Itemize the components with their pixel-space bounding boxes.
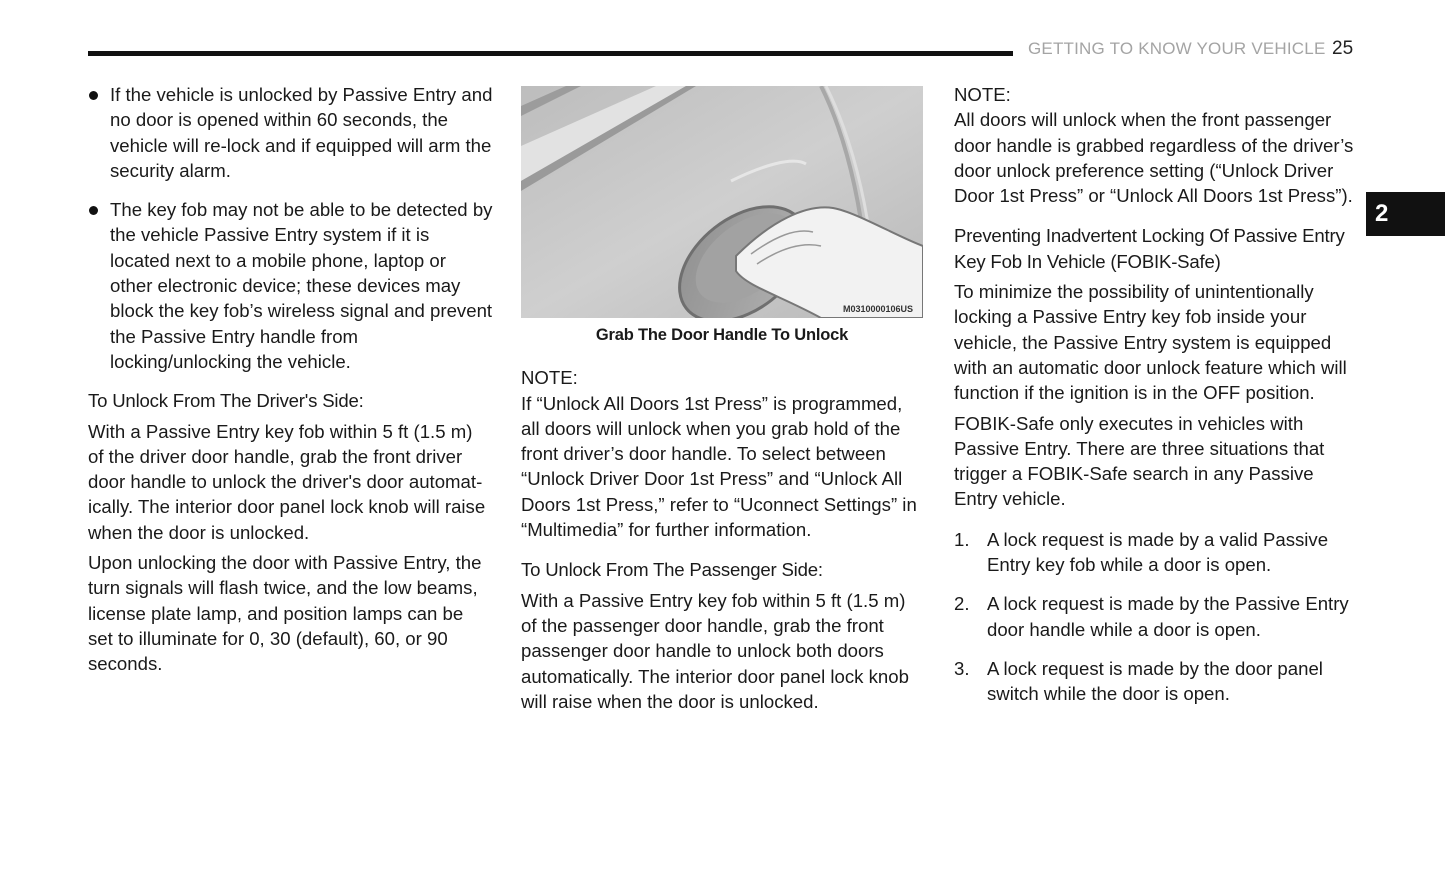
door-handle-figure (521, 86, 923, 318)
list-item (954, 527, 1360, 578)
list-number: 2. (954, 593, 970, 615)
paragraph: Upon unlocking the door with Passive Entry, the turn signals will flash twice, and the low beams, license plate lamp, and position lamps can be set to illuminate for 0, 30 (default), 60, or 90 seconds. (88, 552, 482, 675)
list-number: 1. (954, 528, 970, 550)
page-number: 25 (1332, 38, 1354, 59)
section-heading-driver-side: To Unlock From The Driver's Side: (88, 390, 364, 412)
bullet-text: If the vehicle is unlocked by Passive Entry and no door is opened within 60 seconds, the vehicle will re-lock and if equipped will arm the security alarm. (110, 84, 493, 181)
note-label: NOTE: (954, 84, 1011, 105)
bullet-icon (89, 91, 98, 100)
list-number: 3. (954, 657, 970, 679)
paragraph: With a Passive Entry key fob within 5 ft (1.5 m) of the driver door handle, grab the front driver door handle to unlock the driver's door automatically. The interior door panel lock knob will raise when the door is unlocked. (88, 420, 486, 543)
section-heading-passenger-side: To Unlock From The Passenger Side: (521, 559, 823, 581)
paragraph: With a Passive Entry key fob within 5 ft (1.5 m) of the passenger door handle, grab the front passenger door handle to unlock both doors automatically. The interior door panel lock knob will raise when the door is unlocked. (521, 589, 909, 712)
list-item (954, 591, 1360, 642)
running-title: GETTING TO KNOW YOUR VEHICLE (1028, 39, 1326, 58)
door-handle-illustration (521, 86, 923, 318)
column-right (954, 82, 1360, 721)
paragraph: FOBIK-Safe only executes in vehicles with Passive Entry. There are three situations that trigger a FOBIK-Safe search in any Passive Entry vehicle. (954, 412, 1325, 510)
column-left (88, 82, 493, 682)
list-text: A lock request is made by the Passive Entry door handle while a door is open. (987, 593, 1349, 640)
chapter-tab: 2 (1366, 192, 1445, 236)
bullet-item (88, 82, 493, 183)
note-text: All doors will unlock when the front passenger door handle is grabbed regardless of the driver’s door unlock preference setting (“Unlock Driver Door 1st Press” or “Unlock All Doors 1st Press”). (954, 109, 1354, 207)
note-label: NOTE: (521, 367, 578, 389)
column-middle (521, 82, 923, 719)
section-heading-fobik-safe: Preventing Inadvertent Locking Of Passive Entry Key Fob In Vehicle (FOBIK-Safe) (954, 225, 1345, 272)
bullet-icon (89, 206, 98, 215)
note-text: If “Unlock All Doors 1st Press” is programmed, all doors will unlock when you grab hold of the front driver’s door handle. To select between “Unlock Driver Door 1st Press” and “Unlock All Doors 1st Press,” refer to “Uconnect Settings” in “Multimedia” for further information. (521, 392, 917, 541)
list-text: A lock request is made by the door panel switch while the door is open. (987, 657, 1323, 705)
bullet-item (88, 197, 493, 374)
paragraph: To minimize the possibility of unintentionally locking a Passive Entry key fob inside your vehicle, the Passive Entry system is equipped with an automatic door unlock feature which will function if the ignition is in the OFF position. (954, 281, 1347, 404)
figure-caption: Grab The Door Handle To Unlock (595, 326, 849, 344)
figure-code: M0310000106US (843, 304, 914, 314)
list-text: A lock request is made by a valid Passive Entry key fob while a door is open. (987, 528, 1329, 576)
list-item (954, 656, 1360, 707)
bullet-text: The key fob may not be able to be detected by the vehicle Passive Entry system if it is located next to a mobile phone, laptop or other electronic device; these devices may block the key fob’s wireless signal and prevent the Passive Entry handle from locking/unlocking the vehicle. (110, 199, 493, 372)
header-rule (88, 51, 1013, 56)
